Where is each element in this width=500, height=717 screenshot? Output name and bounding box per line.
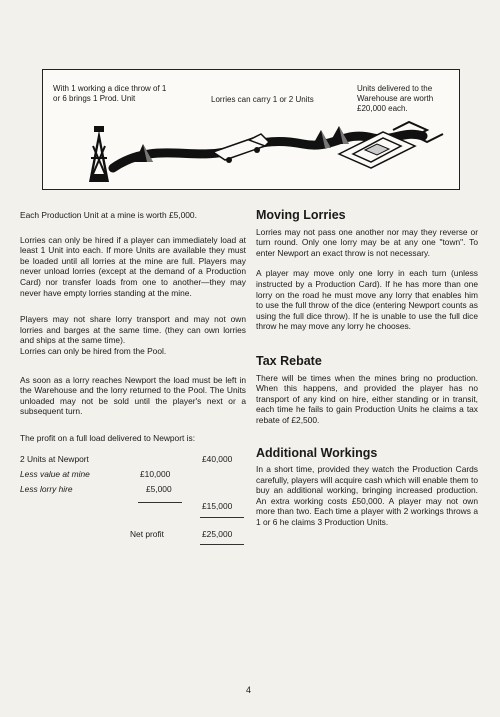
calc-rule xyxy=(200,544,244,545)
left-column xyxy=(20,210,246,574)
calc-rule xyxy=(200,517,244,518)
page-number: 4 xyxy=(246,685,252,695)
net-profit-value: £25,000 xyxy=(202,528,233,539)
lorry-icon xyxy=(213,134,269,163)
transport-sharing-rule: Players may not share lorry transport and may not own lorries and barges at the same time. (they can own lorries and ships at the same time). xyxy=(20,314,246,346)
illustration-panel xyxy=(42,69,460,190)
calc-row3-value: £5,000 xyxy=(146,483,172,494)
newport-delivery-rule: As soon as a lorry reaches Newport the load must be left in the Warehouse and the lorry returned to the Pool. The Units unloaded may not be sold until the player's next or a subsequent turn. xyxy=(20,374,246,417)
calc-row1-value: £40,000 xyxy=(202,453,233,464)
lorry-caption: Lorries can carry 1 or 2 Units xyxy=(211,95,314,104)
profit-intro: The profit on a full load delivered to Newport is: xyxy=(20,432,196,443)
profit-calculation xyxy=(20,454,246,574)
mine-tower-icon xyxy=(89,126,109,182)
calc-row1-label: 2 Units at Newport xyxy=(20,453,89,464)
tax-rebate-text: There will be times when the mines bring no production. When this happens, and provided the player has no transport of any kind on hire, either standing or in transit, each time he fails to gain Production Units he claims a tax rebate of £2,500. xyxy=(256,372,478,425)
calc-row2-label: Less value at mine xyxy=(20,468,90,479)
calc-rule xyxy=(138,502,182,503)
lorry-hire-rules: Lorries can only be hired if a player can immediately load at least 1 Unit into each. If more Units are available they must be loaded until all lorries at the mine are full. Players may never unload lorries (except at the demand of a Production Card) nor transfer loads from one to another—they may never have empty lorries standing at the mine. xyxy=(20,234,246,298)
heading-moving-lorries: Moving Lorries xyxy=(256,208,346,222)
mine-caption: With 1 working a dice throw of 1 or 6 brings 1 Prod. Unit xyxy=(53,84,167,103)
net-profit-label: Net profit xyxy=(130,528,164,539)
production-unit-value: Each Production Unit at a mine is worth £5,000. xyxy=(20,210,197,220)
right-column xyxy=(256,210,478,538)
heading-tax-rebate: Tax Rebate xyxy=(256,353,322,368)
pool-hire-rule: Lorries can only be hired from the Pool. xyxy=(20,345,167,356)
additional-workings-text: In a short time, provided they watch the Production Cards carefully, players will acquire cash which will enable them to buy an additional working, bringing increased production. An extra working costs £50,000. A player may not own more than two. Each time a player with 2 workings throws a 1 or 6 he claims 3 Production Units. xyxy=(256,464,478,528)
moving-lorries-p2: A player may move only one lorry in each turn (unless instructed by a Production Card). If he has more than one lorry on the road he must move any lorry that enables him to use the full throw of the dice (entering Newport counts as using the full dice throw). If he is unable to use the full dice throw he may move any lorry he chooses. xyxy=(256,268,478,332)
warehouse-caption: Units delivered to the Warehouse are worth £20,000 each. xyxy=(357,84,434,113)
warehouse-icon xyxy=(339,122,443,168)
moving-lorries-p1: Lorries may not pass one another nor may they reverse or turn round. Only one lorry may be at any one "town". To enter Newport an exact throw is not necessary. xyxy=(256,226,478,258)
calc-row2-value: £10,000 xyxy=(140,468,171,479)
calc-row3-label: Less lorry hire xyxy=(20,483,73,494)
heading-additional-workings: Additional Workings xyxy=(256,445,378,460)
calc-subtotal: £15,000 xyxy=(202,500,233,511)
